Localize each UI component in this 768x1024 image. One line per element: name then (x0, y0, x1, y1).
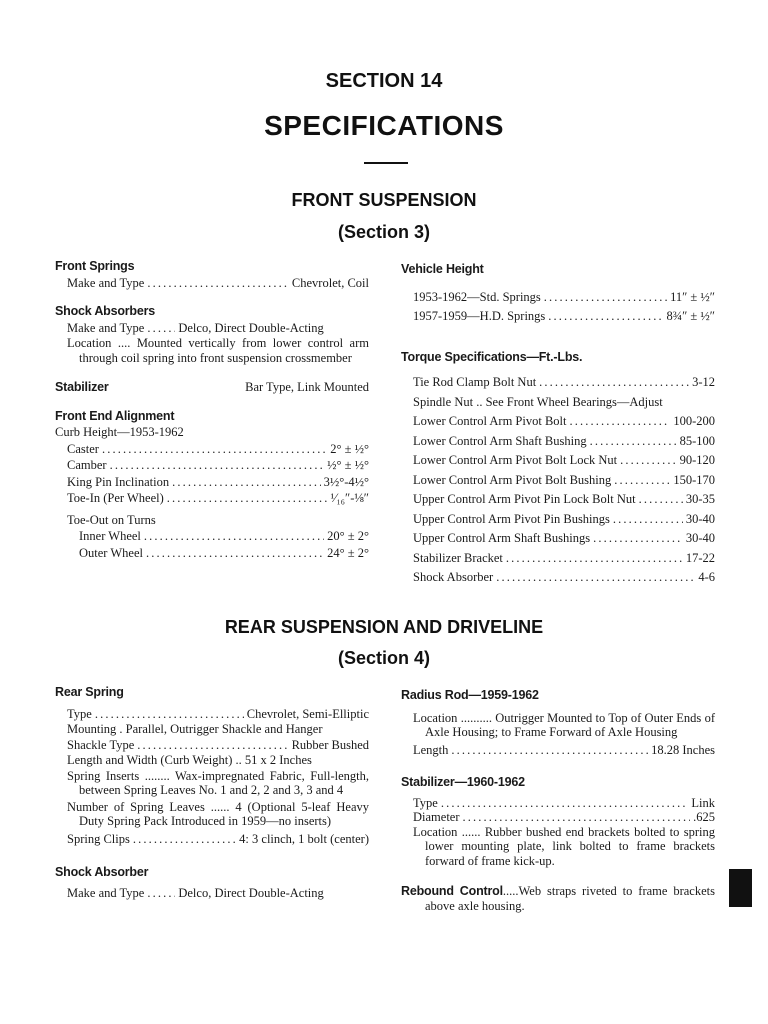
length-width-row: Length and Width (Curb Weight) .. 51 x 2 Inches (67, 753, 312, 767)
rear-stabilizer-type-row: Type . . . Link (413, 796, 715, 811)
spec-row (55, 474, 369, 491)
dot-leader (506, 549, 683, 569)
toe-out-rows (55, 528, 369, 561)
front-springs-heading: Front Springs (55, 259, 135, 273)
radius-rod-location: Location .......... Outrigger Mounted to Top of Outer Ends of Axle Housing; to Frame Forward of Axle Housing (413, 710, 715, 739)
dot-leader (102, 441, 327, 458)
spec-row (55, 545, 369, 562)
stabilizer-row: Stabilizer Bar Type, Link Mounted (55, 380, 369, 394)
dot-leader (593, 529, 683, 549)
vehicle-height-heading: Vehicle Height (401, 262, 484, 276)
dot-leader (614, 471, 670, 491)
spec-row (401, 471, 715, 491)
toe-out-label: Toe-Out on Turns (67, 512, 156, 527)
spec-label: Caster (67, 441, 99, 456)
spec-value: 3-12 (692, 375, 715, 389)
torque-rows (401, 373, 715, 588)
section-tab-marker (729, 869, 752, 907)
front-springs-row: Make and Type . . . Chevrolet, Coil (55, 275, 369, 292)
spec-row (401, 529, 715, 549)
curb-height-label: Curb Height—1953-1962 (55, 425, 184, 439)
vehicle-height-rows (401, 288, 715, 327)
spec-label: Lower Control Arm Pivot Bolt Bushing (413, 472, 612, 487)
spec-row (401, 373, 715, 393)
spec-label: Spindle Nut .. See Front Wheel Bearings—Adjust (413, 394, 663, 409)
spec-row (401, 510, 715, 530)
spec-value: ½° ± ½° (327, 458, 369, 472)
dot-leader (172, 474, 321, 491)
spec-value: 4-6 (698, 570, 715, 584)
dot-leader (639, 490, 683, 510)
torque-heading: Torque Specifications—Ft.-Lbs. (401, 349, 583, 364)
spec-value: 30-35 (685, 492, 715, 506)
alignment-rows (55, 441, 369, 507)
title-divider (364, 162, 408, 164)
front-end-alignment-heading: Front End Alignment (55, 408, 175, 423)
rebound-control-row (401, 884, 715, 913)
spec-value: ¹⁄₁₆″-⅛″ (330, 491, 369, 505)
spec-row (55, 528, 369, 545)
front-left-column (55, 258, 369, 561)
spec-label: Lower Control Arm Pivot Bolt Lock Nut (413, 453, 618, 467)
spec-label: Tie Rod Clamp Bolt Nut (413, 375, 537, 389)
spec-value: 30-40 (685, 531, 715, 545)
front-right-column (401, 261, 715, 588)
dot-leader (544, 288, 667, 308)
dot-leader (110, 457, 325, 474)
radius-rod-length-row: Length . . . 18.28 Inches (401, 743, 715, 758)
rear-left-column (55, 685, 369, 901)
section-number: SECTION 14 (325, 70, 443, 92)
rebound-control-heading: Rebound Control (401, 884, 503, 898)
spec-value: 3½°-4½° (323, 474, 369, 489)
spec-value: 8¾″ ± ½″ (666, 309, 715, 323)
spring-clips-row: Spring Clips . . . 4: 3 clinch, 1 bolt (center) (67, 832, 369, 848)
dot-leader (548, 307, 663, 327)
spec-label: Upper Control Arm Pivot Pin Lock Bolt Nut (413, 492, 636, 506)
rear-shock-row: Make and Type . . . Delco, Direct Double-Acting (55, 886, 369, 902)
shock-location-text: Location .... Mounted vertically from lower control arm through coil spring into front suspension crossmember (67, 336, 369, 365)
spec-label: Shock Absorber (413, 570, 494, 584)
spec-row (401, 393, 715, 413)
dot-leader (496, 568, 695, 588)
spec-row (401, 288, 715, 308)
spec-row (401, 549, 715, 569)
spec-value: 24° ± 2° (327, 545, 369, 560)
rear-right-column (401, 688, 715, 913)
dot-leader (569, 412, 670, 432)
radius-rod-heading: Radius Rod—1959-1962 (401, 688, 539, 702)
spec-label: 1953-1962—Std. Springs (413, 289, 541, 304)
front-suspension-subtitle: (Section 3) (337, 222, 430, 242)
spec-label: Outer Wheel (79, 545, 143, 560)
rear-suspension-subtitle: (Section 4) (337, 648, 430, 668)
rear-spring-type-row: Type . . . Chevrolet, Semi-Elliptic (67, 707, 369, 723)
spec-row (401, 412, 715, 432)
spec-row (401, 490, 715, 510)
spec-label: Stabilizer Bracket (413, 550, 503, 565)
spring-inserts-text: Spring Inserts ........ Wax-impregnated Fabric, Full-length, between Spring Leaves No. 1 and 2, 2 and 3, 3 and 4 (67, 768, 369, 797)
spec-value: 100-200 (673, 414, 715, 428)
dot-leader (539, 373, 689, 393)
dot-leader (590, 432, 677, 452)
spec-label: 1957-1959—H.D. Springs (413, 309, 546, 323)
spec-label: Lower Control Arm Pivot Bolt (413, 414, 567, 428)
spec-label: Camber (67, 458, 107, 472)
spec-value: 2° ± ½° (330, 441, 369, 456)
spec-row (401, 307, 715, 327)
shock-absorbers-heading: Shock Absorbers (55, 304, 156, 318)
dot-leader (613, 510, 683, 530)
spec-row (55, 490, 369, 507)
dot-leader (146, 545, 324, 562)
spec-label: Upper Control Arm Shaft Bushings (413, 531, 591, 545)
spec-value: 150-170 (673, 472, 715, 487)
page-title: SPECIFICATIONS (264, 110, 504, 141)
rebound-control-text: .....Web straps riveted to frame brackets above axle housing. (425, 884, 715, 913)
shock-make-row: Make and Type . . . Delco, Direct Double-Acting (55, 320, 369, 337)
rear-shock-heading: Shock Absorber (55, 865, 149, 879)
spec-value: 17-22 (685, 550, 715, 565)
dot-leader (167, 490, 328, 507)
spec-value: 11″ ± ½″ (670, 289, 715, 304)
spec-value: 20° ± 2° (327, 529, 369, 543)
rear-spring-heading: Rear Spring (55, 685, 124, 699)
spec-label: Upper Control Arm Pivot Pin Bushings (413, 511, 610, 526)
shackle-row: Shackle Type . . . Rubber Bushed (67, 738, 369, 754)
rear-stabilizer-location: Location ...... Rubber bushed end brackets bolted to spring lower mounting plate, link bolted to frame brackets forward of frame kick-up. (413, 824, 715, 868)
spec-row (401, 432, 715, 452)
spec-row (401, 451, 715, 471)
spec-row (55, 457, 369, 474)
spec-label: King Pin Inclination (67, 474, 170, 489)
dot-leader (144, 528, 324, 545)
spec-row (401, 568, 715, 588)
spec-value: 85-100 (679, 433, 715, 448)
mounting-row: Mounting . Parallel, Outrigger Shackle and Hanger (67, 722, 323, 736)
rear-stabilizer-diameter-row: Diameter . . . .625 (413, 810, 715, 825)
spec-value: 90-120 (679, 453, 715, 467)
spring-leaves-text: Number of Spring Leaves ...... 4 (Optional 5-leaf Heavy Duty Spring Pack Introduced in 1959—no inserts) (67, 799, 369, 828)
spec-label: Toe-In (Per Wheel) (67, 491, 164, 505)
spec-row (55, 441, 369, 458)
spec-value: 30-40 (685, 511, 715, 526)
spec-label: Inner Wheel (79, 529, 141, 543)
front-suspension-title: FRONT SUSPENSION (291, 190, 477, 210)
rear-suspension-title: REAR SUSPENSION AND DRIVELINE (224, 617, 544, 637)
spec-label: Lower Control Arm Shaft Bushing (413, 433, 587, 448)
rear-stabilizer-heading: Stabilizer—1960-1962 (401, 775, 525, 789)
dot-leader (620, 451, 676, 471)
